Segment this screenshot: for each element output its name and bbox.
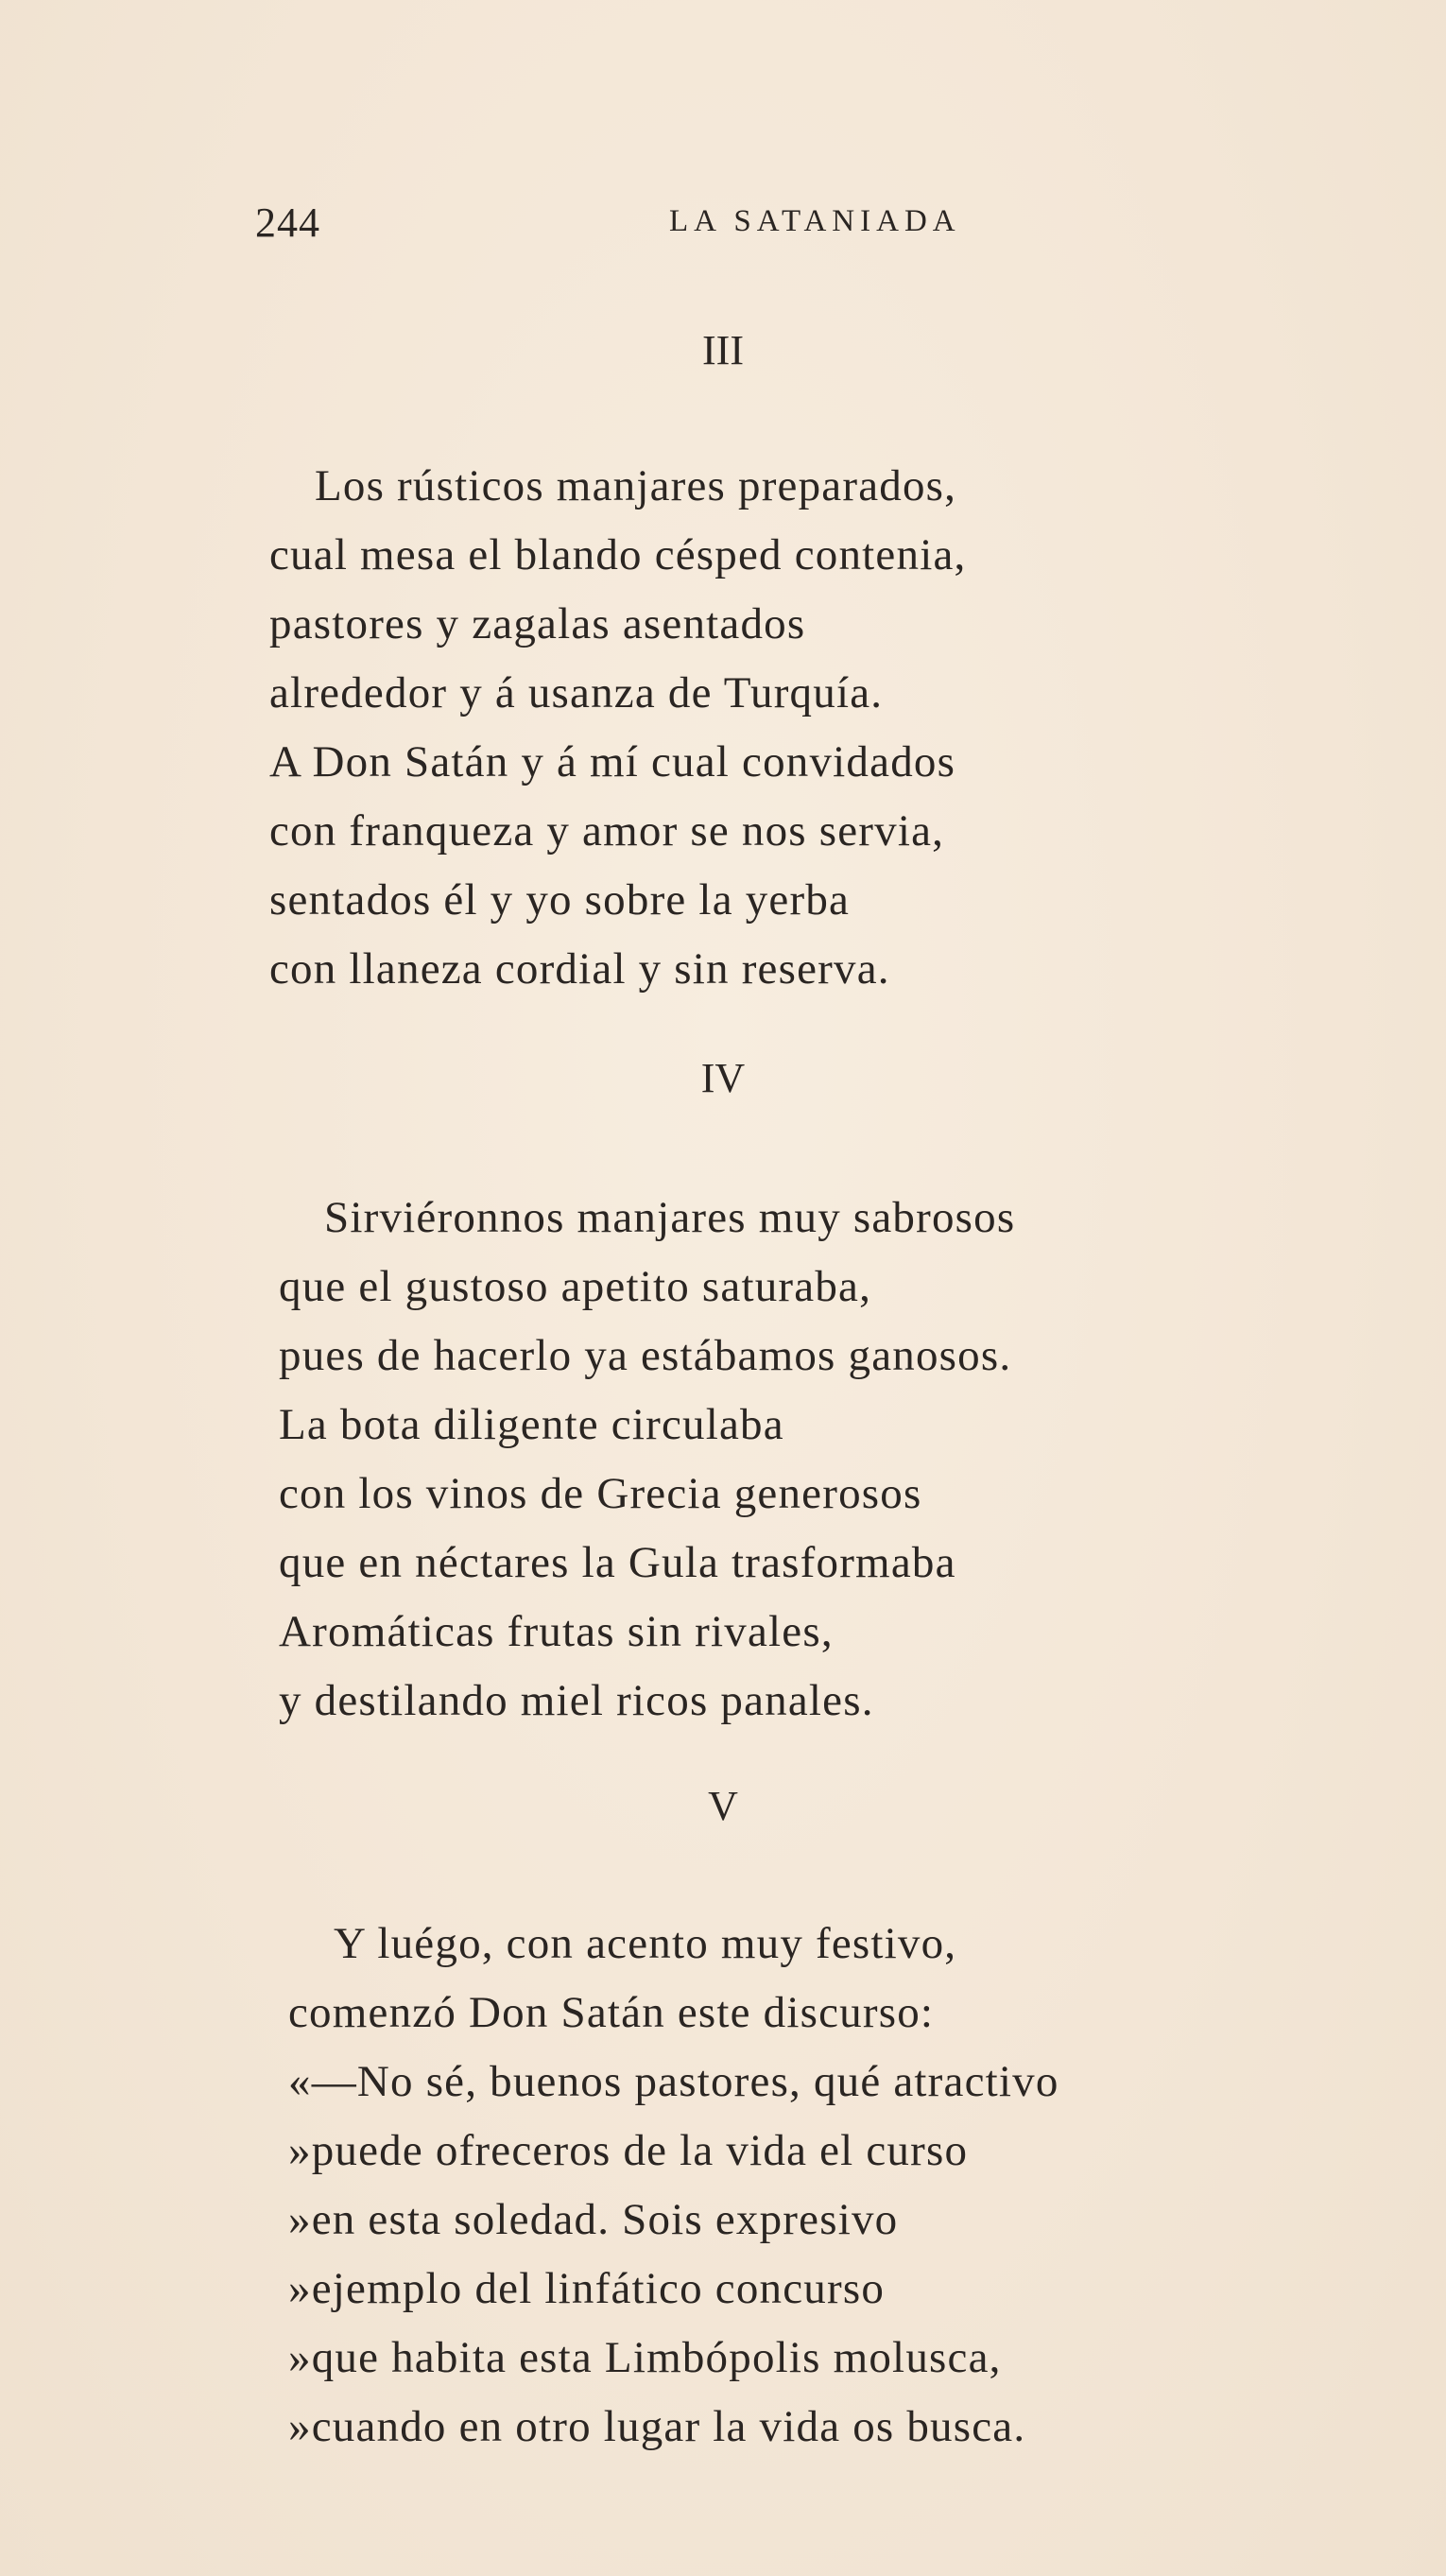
verse-line: sentados él y yo sobre la yerba [269,875,851,925]
verse-line: »en esta soledad. Sois expresivo [288,2195,899,2244]
verse-line: Y luégo, con acento muy festivo, [334,1919,957,1968]
stanza-number: III [702,327,744,373]
verse-line: »cuando en otro lugar la vida os busca. [288,2402,1026,2451]
verse-line: Sirviéronnos manjares muy sabrosos [324,1193,1016,1242]
verse-line: cual mesa el blando césped contenia, [269,530,967,579]
verse-line: con llaneza cordial y sin reserva. [269,944,890,994]
verse-line: que el gustoso apetito saturaba, [279,1262,872,1311]
verse-line: con los vinos de Grecia generosos [279,1469,922,1518]
verse-line: «—No sé, buenos pastores, qué atractivo [288,2057,1059,2106]
verse-line: »puede ofreceros de la vida el curso [288,2126,969,2175]
stanza [288,1910,1059,2462]
stanza [279,1184,1015,1736]
verse-line: pues de hacerlo ya estábamos ganosos. [279,1331,1012,1380]
stanza-number: V [708,1783,738,1829]
verse-line: y destilando miel ricos panales. [279,1676,874,1725]
running-title: LA SATANIADA [669,204,961,238]
verse-line: pastores y zagalas asentados [269,599,806,648]
verse-line: alrededor y á usanza de Turquía. [269,668,884,717]
verse-line: »que habita esta Limbópolis molusca, [288,2333,1002,2382]
stanza-number: IV [700,1055,746,1101]
verse-line: A Don Satán y á mí cual convidados [269,737,956,787]
verse-line: Aromáticas frutas sin rivales, [279,1607,834,1656]
verse-line: que en néctares la Gula trasformaba [279,1538,956,1587]
running-head [0,199,1446,255]
verse-line: con franqueza y amor se nos servia, [269,806,945,856]
page-number: 244 [255,199,320,246]
stanza [269,452,966,1004]
verse-line: comenzó Don Satán este discurso: [288,1988,935,2037]
verse-line: Los rústicos manjares preparados, [315,461,957,510]
verse-line: La bota diligente circulaba [279,1400,784,1449]
verse-line: »ejemplo del linfático concurso [288,2264,886,2313]
